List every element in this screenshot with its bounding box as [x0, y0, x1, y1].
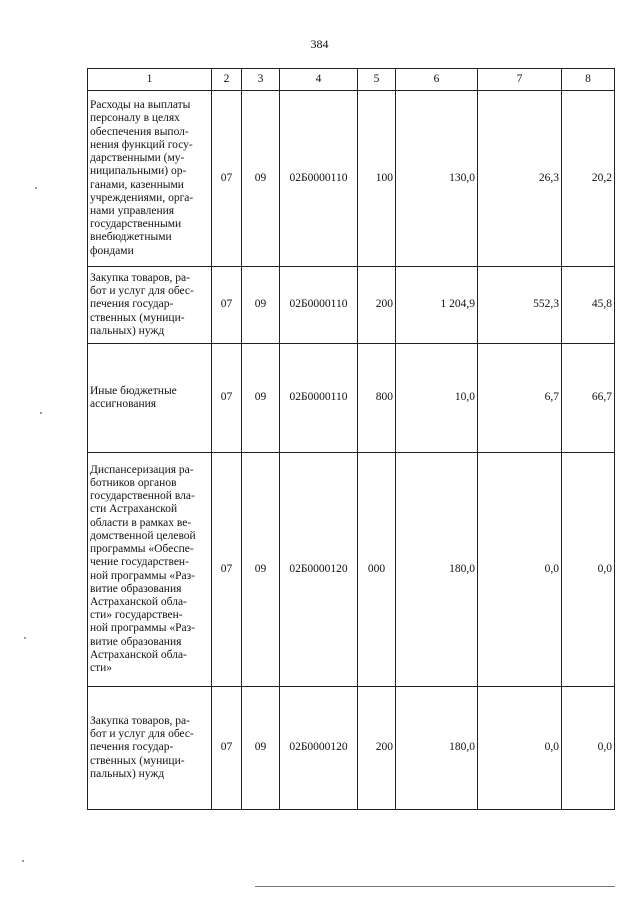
page-number: 384 — [310, 37, 329, 51]
target-article-cell: 02Б0000110 — [280, 267, 358, 344]
table-row — [88, 91, 615, 267]
percent-cell: 45,8 — [562, 267, 615, 344]
column-header: 8 — [562, 69, 615, 91]
target-article-cell: 02Б0000110 — [280, 344, 358, 453]
column-header: 7 — [478, 69, 562, 91]
percent-cell: 0,0 — [562, 453, 615, 687]
target-article-cell: 02Б0000120 — [280, 453, 358, 687]
expense-type-cell: 100 — [358, 91, 396, 267]
subsection-cell: 09 — [242, 687, 280, 810]
scan-edge-line — [255, 886, 615, 887]
table-row — [88, 267, 615, 344]
executed-cell: 0,0 — [478, 453, 562, 687]
section-cell: 07 — [212, 344, 242, 453]
table-row — [88, 687, 615, 810]
column-header: 3 — [242, 69, 280, 91]
header-row — [88, 69, 615, 91]
expense-type-cell: 200 — [358, 267, 396, 344]
scan-speck — [22, 860, 24, 862]
executed-cell: 6,7 — [478, 344, 562, 453]
scan-speck — [24, 637, 26, 639]
executed-cell: 0,0 — [478, 687, 562, 810]
column-header: 6 — [396, 69, 478, 91]
row-name-cell: Иные бюджетные ассигнования — [88, 344, 212, 453]
subsection-cell: 09 — [242, 267, 280, 344]
expense-type-cell: 000 — [358, 453, 396, 687]
subsection-cell: 09 — [242, 453, 280, 687]
amount-cell: 1 204,9 — [396, 267, 478, 344]
target-article-cell: 02Б0000110 — [280, 91, 358, 267]
amount-cell: 10,0 — [396, 344, 478, 453]
amount-cell: 180,0 — [396, 687, 478, 810]
expense-type-cell: 800 — [358, 344, 396, 453]
expense-type-cell: 200 — [358, 687, 396, 810]
subsection-cell: 09 — [242, 91, 280, 267]
table-row — [88, 344, 615, 453]
row-name-cell: Расходы на выплаты персоналу в целях обеспечения выпол- нения функций госу- дарственными (му- ниципальными) ор- ганами, казенными учреждениями, орга- нами управления государственными внебюджетными фондами — [88, 91, 212, 267]
column-header: 4 — [280, 69, 358, 91]
row-name-cell: Диспансеризация ра- ботников органов государственной вла- сти Астраханской области в рамках ве- домственной целевой программы «Обеспе- чение государствен- ной программы «Раз- витие образования Астраханской обла- сти» государствен- ной программы «Раз- витие образования Астраханской обла- сти» — [88, 453, 212, 687]
scan-speck — [35, 187, 37, 189]
row-name-cell: Закупка товаров, ра- бот и услуг для обес- печения государ- ственных (муници- пальных) нужд — [88, 267, 212, 344]
percent-cell: 66,7 — [562, 344, 615, 453]
column-header: 1 — [88, 69, 212, 91]
section-cell: 07 — [212, 687, 242, 810]
amount-cell: 130,0 — [396, 91, 478, 267]
executed-cell: 552,3 — [478, 267, 562, 344]
column-header: 5 — [358, 69, 396, 91]
section-cell: 07 — [212, 91, 242, 267]
row-name-cell: Закупка товаров, ра- бот и услуг для обес- печения государ- ственных (муници- пальных) нужд — [88, 687, 212, 810]
budget-table — [87, 68, 615, 810]
section-cell: 07 — [212, 453, 242, 687]
column-header: 2 — [212, 69, 242, 91]
executed-cell: 26,3 — [478, 91, 562, 267]
amount-cell: 180,0 — [396, 453, 478, 687]
subsection-cell: 09 — [242, 344, 280, 453]
scan-speck — [40, 412, 42, 414]
table-row — [88, 453, 615, 687]
target-article-cell: 02Б0000120 — [280, 687, 358, 810]
section-cell: 07 — [212, 267, 242, 344]
percent-cell: 20,2 — [562, 91, 615, 267]
percent-cell: 0,0 — [562, 687, 615, 810]
